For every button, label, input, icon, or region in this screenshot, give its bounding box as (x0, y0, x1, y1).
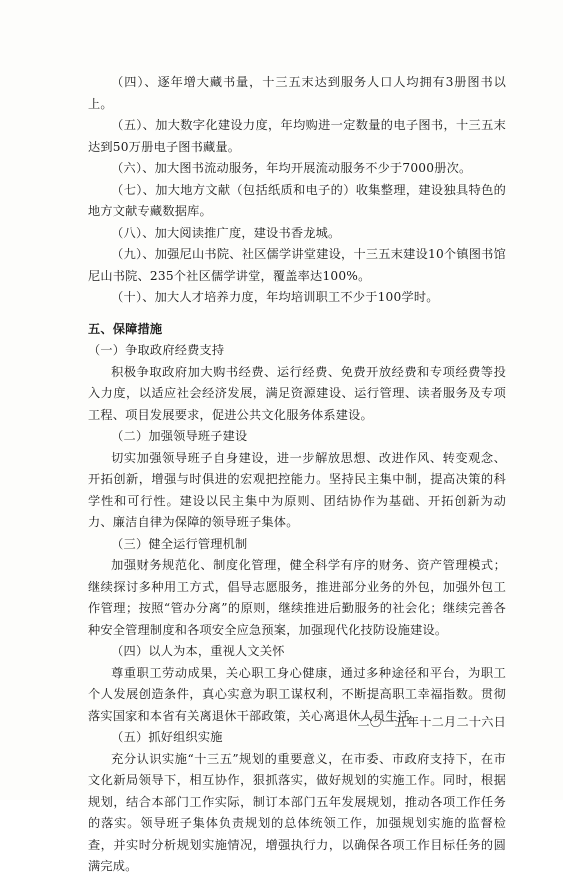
measure-1-title: （一）争取政府经费支持 (88, 343, 225, 357)
measure-5-body: 充分认识实施“十三五”规划的重要意义，在市委、市政府支持下，在市文化新局领导下，相互协作，狠抓落实，做好规划的实施工作。同时，根据规划，结合本部门工作实际，制订本部门五年发展规划，推动各项工作任务的落实。领导班子集体负责规划的总体统领工作，加强规划实施的监督检查，并实时分析规划实施情况，增强执行力，以确保各项工作目标任务的圆满完成。 (88, 751, 506, 873)
document-date: 二〇一五年十二月二十六日 (357, 715, 506, 729)
item-7: （七）、加大地方文献（包括纸质和电子的）收集整理，建设独具特色的地方文献专藏数据库。 (88, 182, 506, 218)
item-10: （十）、加大人才培养力度，年均培训职工不少于100学时。 (111, 290, 439, 304)
measure-4-title: （四）以人为本，重视人文关怀 (111, 644, 285, 658)
item-8: （八）、加大阅读推广度，建设书香龙城。 (111, 225, 341, 240)
section-title: 五、保障措施 (88, 321, 163, 336)
measure-1-body: 积极争取政府加大购书经费、运行经费、免费开放经费和专项经费等投入力度，以适应社会经济发展，满足资源建设、运行管理、读者服务及专项工程、项目发展要求，促进公共文化服务体系建设。 (88, 364, 506, 422)
measure-5-title: （五）抓好组织实施 (111, 730, 223, 744)
document-date-container (88, 712, 506, 734)
measure-3-body: 加强财务规范化、制度化管理，健全科学有序的财务、资产管理模式；继续探讨多种用工方式，倡导志愿服务，推进部分业务的外包，加强外包工作管理；按照“管办分离”的原则，继续推进后勤服务的社会化；继续完善各种安全管理制度和各项安全应急预案，加强现代化技防设施建设。 (88, 558, 506, 637)
document-body (88, 72, 506, 878)
item-6: （六）、加大图书流动服务，年均开展流动服务不少于7000册次。 (111, 161, 472, 175)
item-5: （五）、加大数字化建设力度，年均购进一定数量的电子图书，十三五末达到50万册电子图书藏量。 (88, 118, 506, 154)
measure-2-body: 切实加强领导班子自身建设，进一步解放思想、改进作风、转变观念、开拓创新，增强与时俱进的宏观把控能力。坚持民主集中制，提高决策的科学性和可行性。建设以民主集中为原则、团结协作为基础、开拓创新为动力、廉洁自律为保障的领导班子集体。 (88, 450, 506, 529)
measure-4-body: 尊重职工劳动成果，关心职工身心健康，通过多种途径和平台，为职工个人发展创造条件，真心实意为职工谋权利，不断提高职工幸福指数。贯彻落实国家和本省有关离退休干部政策，关心离退休人员生活。 (88, 665, 506, 723)
measure-2-title: （二）加强领导班子建设 (111, 429, 248, 443)
measure-3-title: （三）健全运行管理机制 (111, 536, 248, 551)
item-4: （四）、逐年增大藏书量，十三五末达到服务人口人均拥有3册图书以上。 (88, 75, 506, 111)
item-9: （九）、加强尼山书院、社区儒学讲堂建设，十三五末建设10个镇图书馆尼山书院、235个社区儒学讲堂，覆盖率达100%。 (88, 247, 506, 283)
